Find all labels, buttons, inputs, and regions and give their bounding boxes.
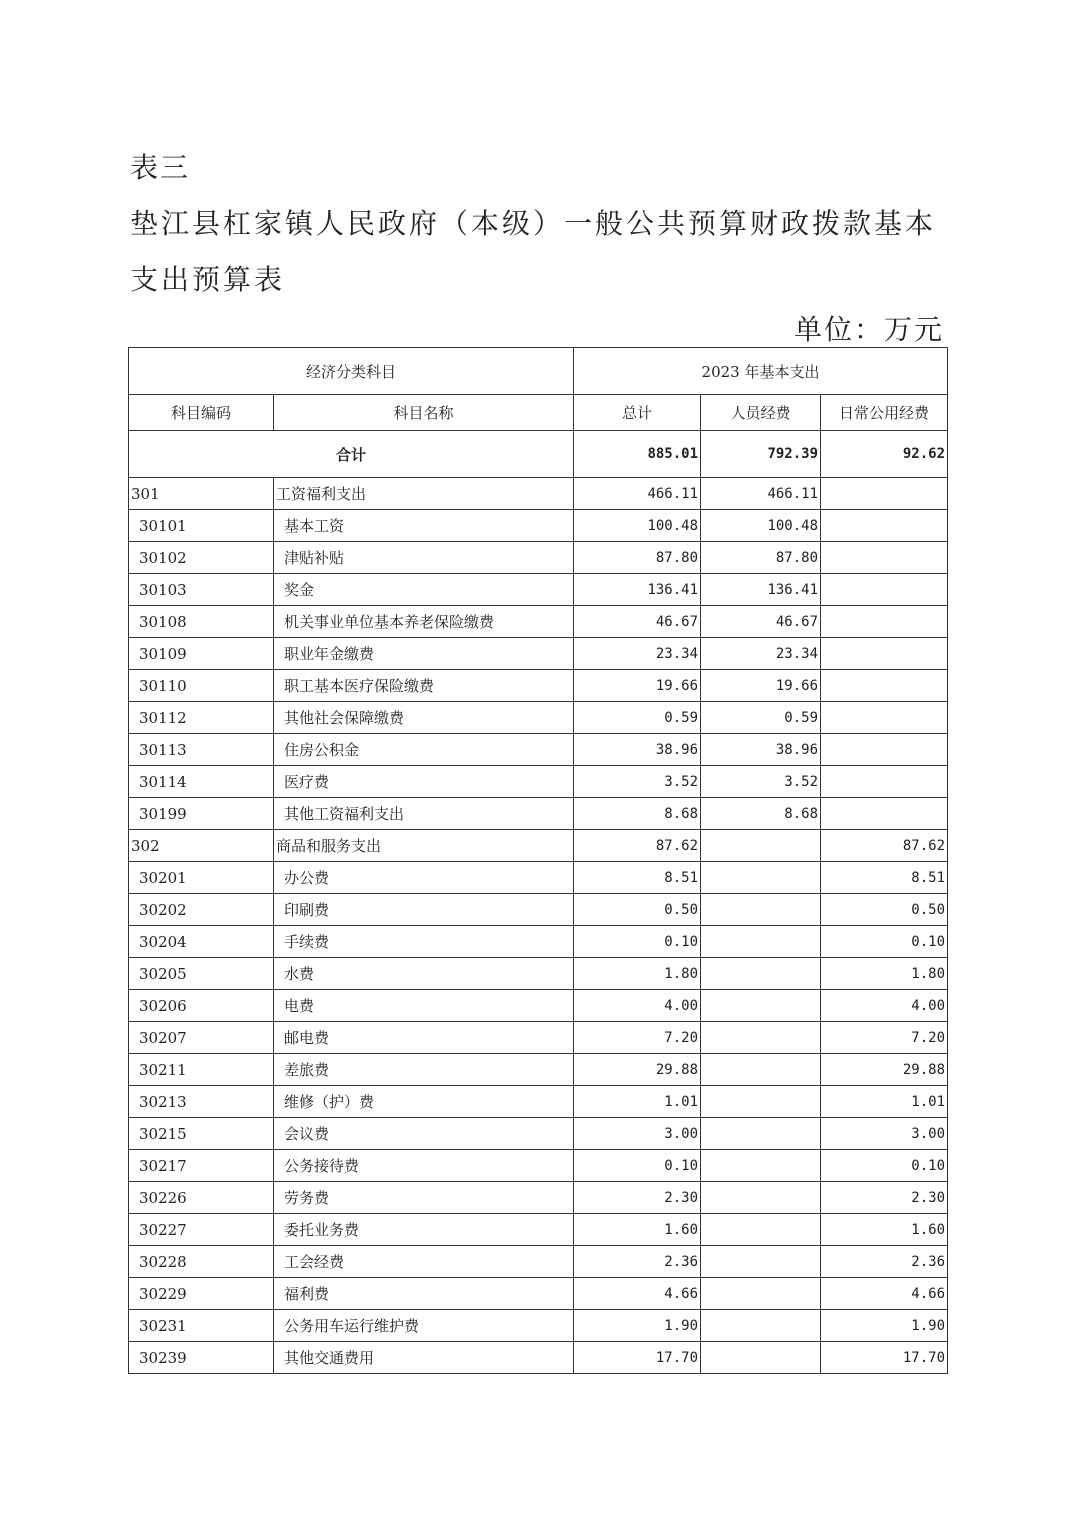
row-total: 1.60 xyxy=(574,1214,701,1246)
row-public: 0.50 xyxy=(821,894,948,926)
row-code: 30101 xyxy=(129,510,274,542)
row-personnel xyxy=(701,1214,821,1246)
row-name: 公务接待费 xyxy=(274,1150,574,1182)
row-code: 30109 xyxy=(129,638,274,670)
row-total: 7.20 xyxy=(574,1022,701,1054)
table-row xyxy=(129,478,948,510)
header-econ-class: 经济分类科目 xyxy=(129,348,574,395)
row-total: 87.62 xyxy=(574,830,701,862)
row-personnel: 19.66 xyxy=(701,670,821,702)
header-personnel: 人员经费 xyxy=(701,395,821,431)
row-total: 4.00 xyxy=(574,990,701,1022)
row-code: 30103 xyxy=(129,574,274,606)
header-name: 科目名称 xyxy=(274,395,574,431)
header-row-group xyxy=(129,348,948,395)
row-personnel xyxy=(701,1182,821,1214)
table-row xyxy=(129,990,948,1022)
table-row xyxy=(129,1310,948,1342)
row-public xyxy=(821,478,948,510)
table-row xyxy=(129,1022,948,1054)
table-row xyxy=(129,1086,948,1118)
row-code: 301 xyxy=(129,478,274,510)
row-name: 住房公积金 xyxy=(274,734,574,766)
row-personnel xyxy=(701,862,821,894)
row-code: 30205 xyxy=(129,958,274,990)
row-name: 津贴补贴 xyxy=(274,542,574,574)
row-total: 38.96 xyxy=(574,734,701,766)
table-row xyxy=(129,670,948,702)
row-personnel: 136.41 xyxy=(701,574,821,606)
row-code: 30227 xyxy=(129,1214,274,1246)
row-name: 福利费 xyxy=(274,1278,574,1310)
row-name: 奖金 xyxy=(274,574,574,606)
row-total: 1.90 xyxy=(574,1310,701,1342)
row-public: 2.36 xyxy=(821,1246,948,1278)
row-public: 7.20 xyxy=(821,1022,948,1054)
row-code: 30110 xyxy=(129,670,274,702)
row-name: 职业年金缴费 xyxy=(274,638,574,670)
total-label: 合计 xyxy=(129,431,574,478)
table-row xyxy=(129,1246,948,1278)
row-total: 4.66 xyxy=(574,1278,701,1310)
table-row xyxy=(129,1182,948,1214)
row-total: 2.36 xyxy=(574,1246,701,1278)
row-personnel xyxy=(701,1278,821,1310)
row-total: 1.01 xyxy=(574,1086,701,1118)
table-row xyxy=(129,542,948,574)
header-total: 总计 xyxy=(574,395,701,431)
total-public: 92.62 xyxy=(821,431,948,478)
row-personnel: 3.52 xyxy=(701,766,821,798)
row-public: 8.51 xyxy=(821,862,948,894)
row-public: 0.10 xyxy=(821,1150,948,1182)
row-code: 30199 xyxy=(129,798,274,830)
row-public xyxy=(821,734,948,766)
row-total: 3.52 xyxy=(574,766,701,798)
row-name: 手续费 xyxy=(274,926,574,958)
table-row xyxy=(129,1214,948,1246)
table-row xyxy=(129,1054,948,1086)
unit-label: 单位：万元 xyxy=(793,313,944,346)
row-name: 水费 xyxy=(274,958,574,990)
row-total: 17.70 xyxy=(574,1342,701,1374)
row-public: 1.01 xyxy=(821,1086,948,1118)
row-personnel xyxy=(701,990,821,1022)
row-code: 30206 xyxy=(129,990,274,1022)
row-public xyxy=(821,542,948,574)
row-total: 46.67 xyxy=(574,606,701,638)
table-row xyxy=(129,638,948,670)
table-row xyxy=(129,958,948,990)
row-code: 30211 xyxy=(129,1054,274,1086)
row-code: 30231 xyxy=(129,1310,274,1342)
table-row xyxy=(129,606,948,638)
row-total: 8.51 xyxy=(574,862,701,894)
row-personnel xyxy=(701,1342,821,1374)
table-row xyxy=(129,926,948,958)
row-code: 30202 xyxy=(129,894,274,926)
row-personnel: 38.96 xyxy=(701,734,821,766)
row-name: 医疗费 xyxy=(274,766,574,798)
row-public xyxy=(821,798,948,830)
row-personnel xyxy=(701,1022,821,1054)
row-public: 2.30 xyxy=(821,1182,948,1214)
row-total: 1.80 xyxy=(574,958,701,990)
row-public: 4.00 xyxy=(821,990,948,1022)
row-total: 87.80 xyxy=(574,542,701,574)
row-total: 0.50 xyxy=(574,894,701,926)
row-name: 会议费 xyxy=(274,1118,574,1150)
row-personnel: 466.11 xyxy=(701,478,821,510)
row-name: 差旅费 xyxy=(274,1054,574,1086)
row-name: 机关事业单位基本养老保险缴费 xyxy=(274,606,574,638)
table-row xyxy=(129,1118,948,1150)
budget-table xyxy=(128,347,948,1374)
row-code: 30215 xyxy=(129,1118,274,1150)
row-name: 维修（护）费 xyxy=(274,1086,574,1118)
row-personnel xyxy=(701,1150,821,1182)
row-public: 3.00 xyxy=(821,1118,948,1150)
total-row xyxy=(129,431,948,478)
row-code: 30114 xyxy=(129,766,274,798)
row-personnel xyxy=(701,1310,821,1342)
table-row xyxy=(129,574,948,606)
row-name: 电费 xyxy=(274,990,574,1022)
table-row xyxy=(129,734,948,766)
row-name: 基本工资 xyxy=(274,510,574,542)
table-row xyxy=(129,766,948,798)
table-row xyxy=(129,1342,948,1374)
row-public xyxy=(821,638,948,670)
row-personnel: 0.59 xyxy=(701,702,821,734)
row-public xyxy=(821,574,948,606)
header-basic-expenditure: 2023 年基本支出 xyxy=(574,348,948,395)
row-total: 2.30 xyxy=(574,1182,701,1214)
row-public xyxy=(821,606,948,638)
row-code: 30201 xyxy=(129,862,274,894)
row-public xyxy=(821,702,948,734)
table-row xyxy=(129,862,948,894)
row-personnel: 8.68 xyxy=(701,798,821,830)
row-personnel xyxy=(701,830,821,862)
row-code: 30226 xyxy=(129,1182,274,1214)
table-number-label: 表三 xyxy=(130,151,191,184)
row-personnel xyxy=(701,1246,821,1278)
row-name: 邮电费 xyxy=(274,1022,574,1054)
header-code: 科目编码 xyxy=(129,395,274,431)
row-personnel xyxy=(701,1118,821,1150)
row-personnel: 100.48 xyxy=(701,510,821,542)
row-personnel xyxy=(701,926,821,958)
row-name: 公务用车运行维护费 xyxy=(274,1310,574,1342)
row-total: 23.34 xyxy=(574,638,701,670)
row-public: 1.80 xyxy=(821,958,948,990)
row-public: 0.10 xyxy=(821,926,948,958)
row-personnel: 23.34 xyxy=(701,638,821,670)
row-code: 30207 xyxy=(129,1022,274,1054)
row-code: 30113 xyxy=(129,734,274,766)
row-name: 劳务费 xyxy=(274,1182,574,1214)
row-public: 17.70 xyxy=(821,1342,948,1374)
table-row xyxy=(129,1278,948,1310)
table-row xyxy=(129,1150,948,1182)
row-total: 136.41 xyxy=(574,574,701,606)
row-name: 其他社会保障缴费 xyxy=(274,702,574,734)
table-row xyxy=(129,830,948,862)
row-code: 30229 xyxy=(129,1278,274,1310)
row-personnel xyxy=(701,894,821,926)
row-total: 466.11 xyxy=(574,478,701,510)
row-personnel xyxy=(701,958,821,990)
row-name: 商品和服务支出 xyxy=(274,830,574,862)
row-personnel xyxy=(701,1086,821,1118)
row-code: 30112 xyxy=(129,702,274,734)
document-title: 垫江县杠家镇人民政府（本级）一般公共预算财政拨款基本支出预算表 xyxy=(130,207,937,296)
row-code: 30217 xyxy=(129,1150,274,1182)
row-personnel xyxy=(701,1054,821,1086)
row-total: 3.00 xyxy=(574,1118,701,1150)
header-public: 日常公用经费 xyxy=(821,395,948,431)
row-public: 4.66 xyxy=(821,1278,948,1310)
row-total: 0.59 xyxy=(574,702,701,734)
row-code: 30239 xyxy=(129,1342,274,1374)
total-personnel: 792.39 xyxy=(701,431,821,478)
table-row xyxy=(129,894,948,926)
row-code: 30204 xyxy=(129,926,274,958)
row-public xyxy=(821,766,948,798)
row-total: 0.10 xyxy=(574,926,701,958)
table-row xyxy=(129,702,948,734)
row-code: 30108 xyxy=(129,606,274,638)
row-code: 302 xyxy=(129,830,274,862)
row-name: 工会经费 xyxy=(274,1246,574,1278)
total-total: 885.01 xyxy=(574,431,701,478)
row-name: 办公费 xyxy=(274,862,574,894)
row-public: 1.60 xyxy=(821,1214,948,1246)
row-total: 0.10 xyxy=(574,1150,701,1182)
row-name: 其他交通费用 xyxy=(274,1342,574,1374)
row-public: 1.90 xyxy=(821,1310,948,1342)
row-total: 8.68 xyxy=(574,798,701,830)
row-public xyxy=(821,670,948,702)
row-name: 职工基本医疗保险缴费 xyxy=(274,670,574,702)
row-name: 委托业务费 xyxy=(274,1214,574,1246)
row-public: 29.88 xyxy=(821,1054,948,1086)
row-name: 印刷费 xyxy=(274,894,574,926)
row-name: 其他工资福利支出 xyxy=(274,798,574,830)
row-public: 87.62 xyxy=(821,830,948,862)
row-name: 工资福利支出 xyxy=(274,478,574,510)
row-public xyxy=(821,510,948,542)
row-code: 30228 xyxy=(129,1246,274,1278)
table-row xyxy=(129,510,948,542)
header-row-columns xyxy=(129,395,948,431)
row-personnel: 87.80 xyxy=(701,542,821,574)
row-code: 30102 xyxy=(129,542,274,574)
row-personnel: 46.67 xyxy=(701,606,821,638)
row-total: 19.66 xyxy=(574,670,701,702)
table-row xyxy=(129,798,948,830)
row-code: 30213 xyxy=(129,1086,274,1118)
row-total: 100.48 xyxy=(574,510,701,542)
row-total: 29.88 xyxy=(574,1054,701,1086)
